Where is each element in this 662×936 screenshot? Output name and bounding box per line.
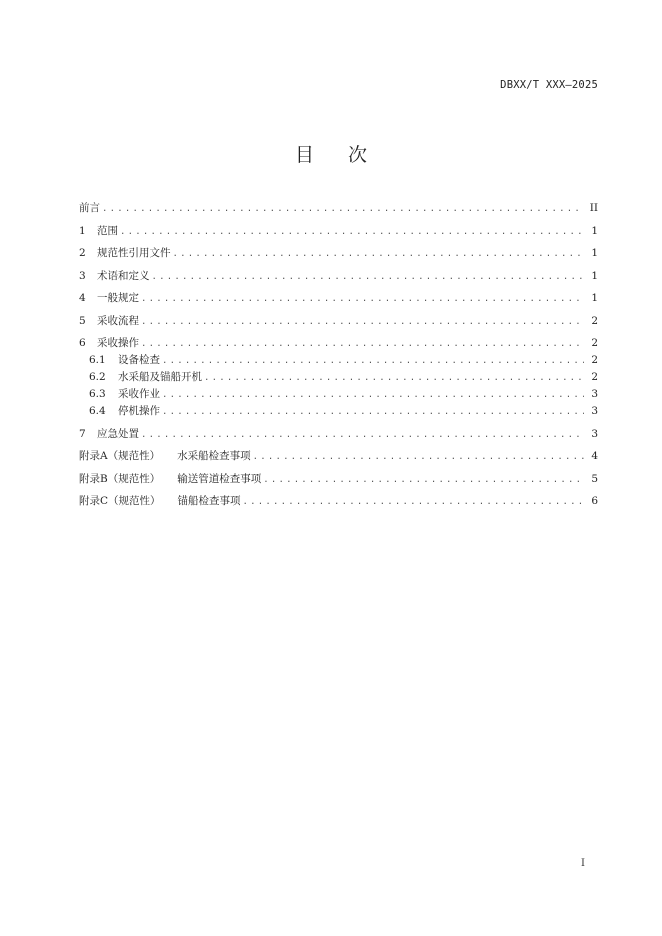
toc-entry-label: 设备检查	[118, 354, 160, 366]
toc-entry-page: 2	[591, 314, 598, 327]
toc-entry-label: 锚船检查事项	[177, 495, 241, 507]
toc-entry-page: 2	[591, 371, 598, 383]
toc-leader-dots	[162, 387, 584, 404]
toc-leader-dots	[141, 336, 584, 353]
toc-entry-label: 一般规定	[97, 292, 139, 304]
toc-entry-number: 6.1	[89, 354, 106, 366]
toc-entry-label: 水采船检查事项	[177, 450, 251, 462]
toc-entry-label: 应急处置	[97, 427, 139, 440]
toc-leader-dots	[162, 404, 584, 421]
toc-entry-harvest-process[interactable]	[79, 313, 598, 330]
toc-leader-dots	[263, 472, 584, 489]
toc-leader-dots	[102, 201, 584, 218]
toc-entry-page: 1	[591, 247, 598, 259]
toc-entry-foreword[interactable]	[79, 200, 598, 217]
toc-entry-number: 1	[79, 224, 86, 237]
toc-entry-number: 附录A（规范性）	[79, 450, 161, 462]
toc-leader-dots	[120, 224, 584, 241]
toc-entry-page: 6	[591, 495, 598, 507]
toc-leader-dots	[173, 246, 585, 263]
toc-entry-normative-references[interactable]	[79, 245, 598, 262]
toc-entry-page: 1	[591, 292, 598, 304]
toc-entry-appendix-c[interactable]	[79, 493, 598, 510]
toc-entry-number: 2	[79, 247, 86, 259]
toc-entry-number: 4	[79, 292, 86, 304]
toc-entry-general-provisions[interactable]	[79, 290, 598, 307]
page-number: I	[581, 858, 585, 869]
toc-entry-number: 6	[79, 337, 86, 349]
toc-entry-label: 停机操作	[118, 405, 160, 417]
toc-entry-label: 采收流程	[97, 314, 139, 327]
toc-entry-scope[interactable]	[79, 223, 598, 240]
toc-entry-number: 附录B（规范性）	[79, 472, 161, 485]
toc-entry-label: 规范性引用文件	[97, 247, 171, 259]
toc-leader-dots	[141, 291, 584, 308]
toc-entry-equipment-check[interactable]	[79, 352, 598, 369]
toc-entry-label: 范围	[97, 224, 118, 237]
toc-entry-number: 6.2	[89, 371, 106, 383]
toc-leader-dots	[141, 314, 584, 331]
toc-entry-shutdown[interactable]	[79, 403, 598, 420]
toc-entry-page: 3	[591, 427, 598, 440]
toc-entry-label: 输送管道检查事项	[177, 472, 262, 485]
toc-entry-appendix-b[interactable]	[79, 471, 598, 488]
toc-entry-number: 5	[79, 314, 86, 327]
toc-leader-dots	[162, 353, 584, 370]
toc-entry-label: 水采船及锚船开机	[118, 371, 202, 383]
toc-entry-page: 3	[591, 405, 598, 417]
toc-entry-label: 术语和定义	[97, 269, 150, 282]
toc-entry-label: 采收作业	[118, 388, 160, 400]
toc-entry-page: 3	[591, 388, 598, 400]
toc-entry-page: II	[589, 202, 598, 214]
document-code: DBXX/T XXX—2025	[500, 79, 598, 91]
toc-entry-label: 采收操作	[97, 337, 139, 349]
toc-entry-page: 5	[591, 472, 598, 485]
toc-entry-page: 4	[591, 450, 598, 462]
toc-leader-dots	[141, 427, 584, 444]
toc-entry-number: 6.4	[89, 405, 106, 417]
toc-leader-dots	[243, 494, 584, 511]
toc-entry-harvest-operation[interactable]	[79, 335, 598, 352]
toc-entry-page: 1	[591, 224, 598, 237]
toc-entry-label: 前言	[79, 202, 100, 214]
toc-entry-number: 附录C（规范性）	[79, 495, 161, 507]
toc-entry-terms-definitions[interactable]	[79, 268, 598, 285]
toc-entry-emergency[interactable]	[79, 426, 598, 443]
toc-leader-dots	[152, 269, 585, 286]
toc-entry-harvest-work[interactable]	[79, 386, 598, 403]
table-of-contents	[79, 200, 598, 510]
toc-entry-boat-startup[interactable]	[79, 369, 598, 386]
toc-title: 目次	[294, 144, 401, 166]
toc-entry-page: 1	[591, 269, 598, 282]
toc-entry-number: 6.3	[89, 388, 106, 400]
toc-entry-appendix-a[interactable]	[79, 448, 598, 465]
toc-entry-page: 2	[591, 337, 598, 349]
toc-leader-dots	[204, 370, 584, 387]
toc-entry-number: 3	[79, 269, 86, 282]
toc-entry-page: 2	[591, 354, 598, 366]
toc-leader-dots	[253, 449, 584, 466]
toc-entry-number: 7	[79, 427, 86, 440]
